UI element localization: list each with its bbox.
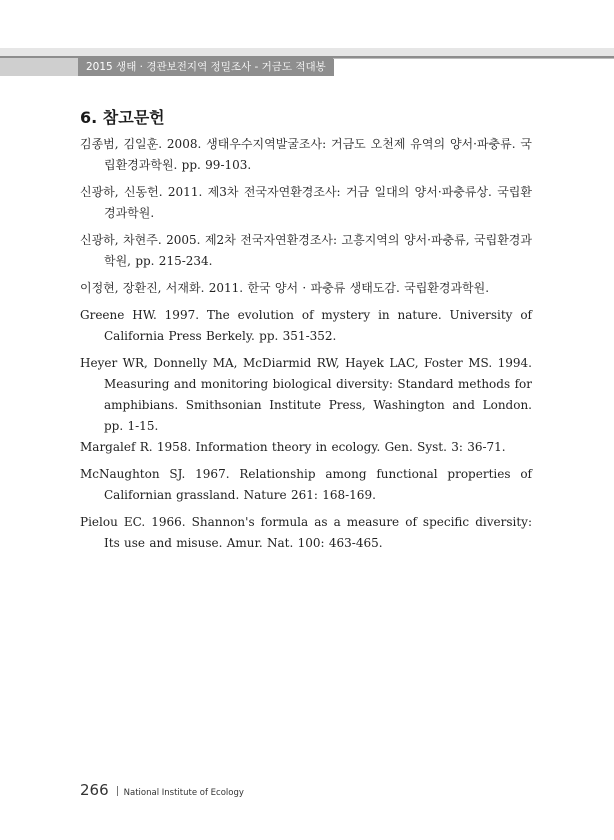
reference-item: Greene HW. 1997. The evolution of mystery in nature. University of California Press Berkely. pp. 351-352.: [80, 308, 532, 343]
running-header-title: 2015 생태 · 경관보전지역 정밀조사 - 거금도 적대봉: [78, 58, 334, 76]
header-band-left-block: [0, 58, 78, 76]
reference-item: Margalef R. 1958. Information theory in ecology. Gen. Syst. 3: 36-71.: [80, 440, 506, 454]
reference-item: 김종범, 김일훈. 2008. 생태우수지역발굴조사: 거금도 오천제 유역의 양서·파충류. 국립환경과학원. pp. 99-103.: [80, 137, 532, 172]
footer-publisher: National Institute of Ecology: [123, 788, 244, 798]
reference-item: 신광하, 차현주. 2005. 제2차 전국자연환경조사: 고흥지역의 양서·파충류, 국립환경과학원, pp. 215-234.: [80, 233, 532, 268]
reference-item: 이정현, 장환진, 서재화. 2011. 한국 양서 · 파충류 생태도감. 국립환경과학원.: [80, 281, 490, 295]
header-band-light: [0, 48, 614, 56]
reference-item: Heyer WR, Donnelly MA, McDiarmid RW, Hayek LAC, Foster MS. 1994. Measuring and monitoring biological diversity: Standard methods for amphibians. Smithsonian Institute Press, Washington and London. pp. 1-15.: [80, 356, 532, 433]
reference-item: McNaughton SJ. 1967. Relationship among functional properties of Californian grassland. Nature 261: 168-169.: [80, 467, 532, 502]
reference-list: [80, 134, 532, 560]
footer-divider: [117, 786, 118, 796]
page-number: 266: [80, 781, 109, 799]
page-footer: [80, 780, 244, 799]
header-rule: [333, 58, 614, 76]
reference-item: 신광하, 신동헌. 2011. 제3차 전국자연환경조사: 거금 일대의 양서·파충류상. 국립환경과학원.: [80, 185, 532, 220]
reference-item: Pielou EC. 1966. Shannon's formula as a measure of specific diversity: Its use and misuse. Amur. Nat. 100: 463-465.: [80, 515, 532, 550]
section-title: 6. 참고문헌: [80, 108, 165, 127]
running-header: [0, 48, 614, 78]
